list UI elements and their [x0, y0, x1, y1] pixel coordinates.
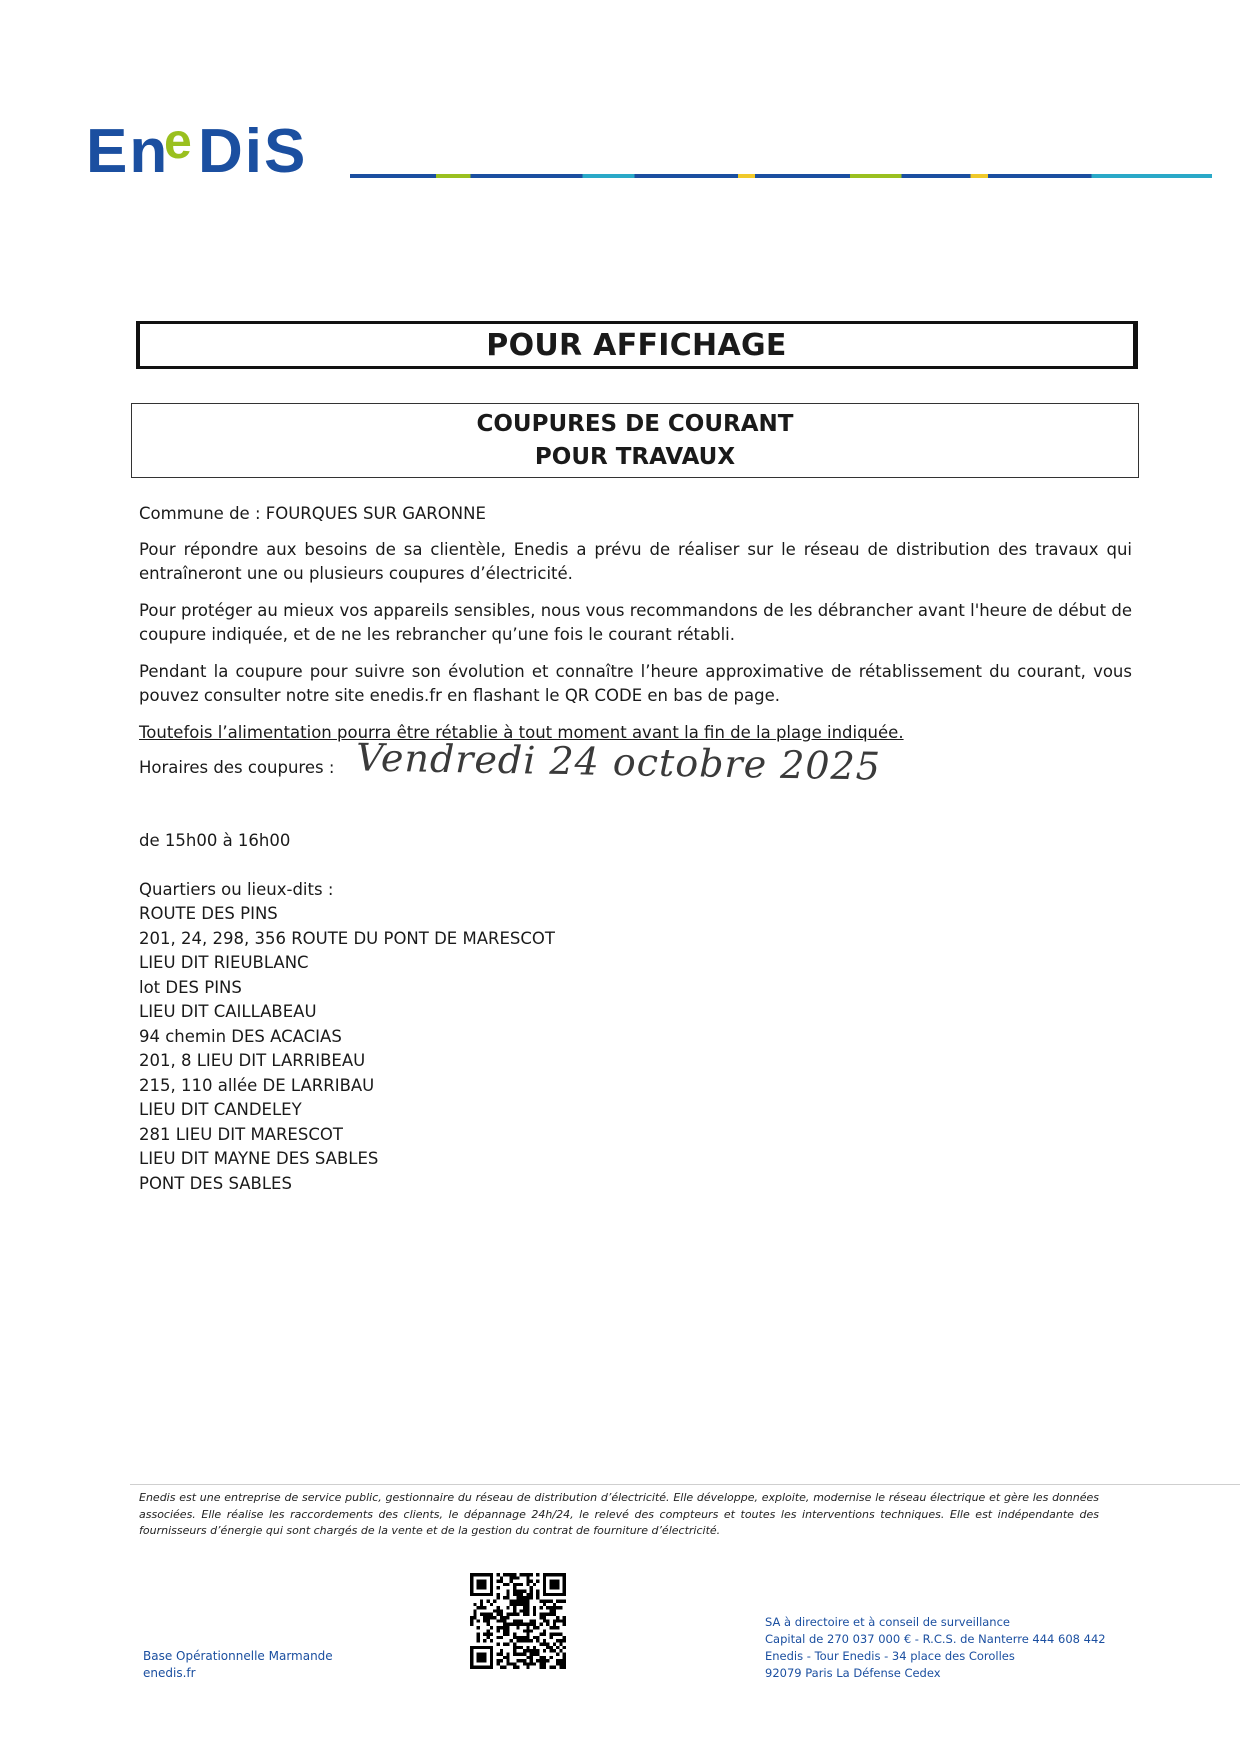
places-list — [139, 902, 555, 1196]
website-link[interactable]: enedis.fr — [143, 1666, 196, 1680]
list-item: 201, 24, 298, 356 ROUTE DU PONT DE MARESCOT — [139, 928, 555, 948]
info-paragraph: Pendant la coupure pour suivre son évolution et connaître l’heure approximative de rétablissement du courant, vous pouvez consulter notre site enedis.fr en flashant le QR CODE en bas de page. — [139, 662, 1132, 705]
legal-info — [765, 1614, 1106, 1682]
legal-line: Enedis - Tour Enedis - 34 place des Corolles — [765, 1649, 1015, 1663]
list-item: ROUTE DES PINS — [139, 904, 278, 923]
subtitle-line-2: POUR TRAVAUX — [534, 443, 736, 470]
footer-divider — [130, 1484, 1240, 1485]
legal-line: Capital de 270 037 000 € - R.C.S. de Nanterre 444 608 442 — [765, 1632, 1106, 1646]
list-item: 201, 8 LIEU DIT LARRIBEAU — [139, 1051, 366, 1070]
list-item: PONT DES SABLES — [139, 1173, 292, 1193]
commune-line: Commune de : FOURQUES SUR GARONNE — [139, 504, 486, 523]
list-item: 215, 110 allée DE LARRIBAU — [139, 1075, 375, 1095]
svg-text:DiS: DiS — [198, 118, 308, 182]
qr-code-icon[interactable] — [470, 1573, 566, 1669]
list-item: LIEU DIT RIEUBLANC — [139, 953, 309, 972]
subtitle-line-1: COUPURES DE COURANT — [476, 410, 794, 437]
list-item: LIEU DIT CAILLABEAU — [139, 1002, 317, 1021]
notice-line: Toutefois l’alimentation pourra être rétablie à tout moment avant la fin de la plage indiquée. — [139, 723, 904, 742]
svg-text:e: e — [164, 118, 192, 169]
enedis-logo — [86, 118, 346, 182]
logo-divider — [350, 174, 1212, 178]
footer-disclaimer: Enedis est une entreprise de service public, gestionnaire du réseau de distribution d’électricité. Elle développe, exploite, modernise le réseau électrique et gère les données associées. Elle réalise les raccordements des clients, le dépannage 24h/24, le relevé des compteurs et toutes les interventions techniques. Elle est indépendante des fournisseurs d’énergie qui sont chargés de la vente et de la gestion du contrat de fourniture d’électricité. — [139, 1491, 1099, 1537]
schedule-label: Horaires des coupures : — [139, 758, 335, 777]
advice-paragraph: Pour protéger au mieux vos appareils sensibles, nous vous recommandons de les débrancher avant l'heure de début de coupure indiquée, et de ne les rebrancher qu’une fois le courant rétabli. — [139, 601, 1132, 644]
svg-text:En: En — [86, 118, 170, 182]
list-item: LIEU DIT MAYNE DES SABLES — [139, 1149, 379, 1168]
list-item: 281 LIEU DIT MARESCOT — [139, 1124, 343, 1144]
list-item: LIEU DIT CANDELEY — [139, 1100, 302, 1119]
list-item: 94 chemin DES ACACIAS — [139, 1026, 342, 1046]
list-item: lot DES PINS — [139, 977, 242, 997]
page-title: POUR AFFICHAGE — [486, 327, 787, 363]
subtitle-box — [131, 403, 1139, 478]
base-operationnelle — [143, 1648, 333, 1682]
intro-paragraph: Pour répondre aux besoins de sa clientèle, Enedis a prévu de réaliser sur le réseau de distribution des travaux qui entraîneront une ou plusieurs coupures d’électricité. — [139, 540, 1132, 583]
handwritten-date: Vendredi 24 octobre 2025 — [355, 735, 882, 789]
base-op-name: Base Opérationnelle Marmande — [143, 1649, 333, 1663]
places-label: Quartiers ou lieux-dits : — [139, 880, 334, 899]
hours-line: de 15h00 à 16h00 — [139, 831, 291, 850]
legal-line: SA à directoire et à conseil de surveillance — [765, 1615, 1010, 1629]
title-box — [136, 321, 1138, 369]
legal-line: 92079 Paris La Défense Cedex — [765, 1666, 941, 1680]
